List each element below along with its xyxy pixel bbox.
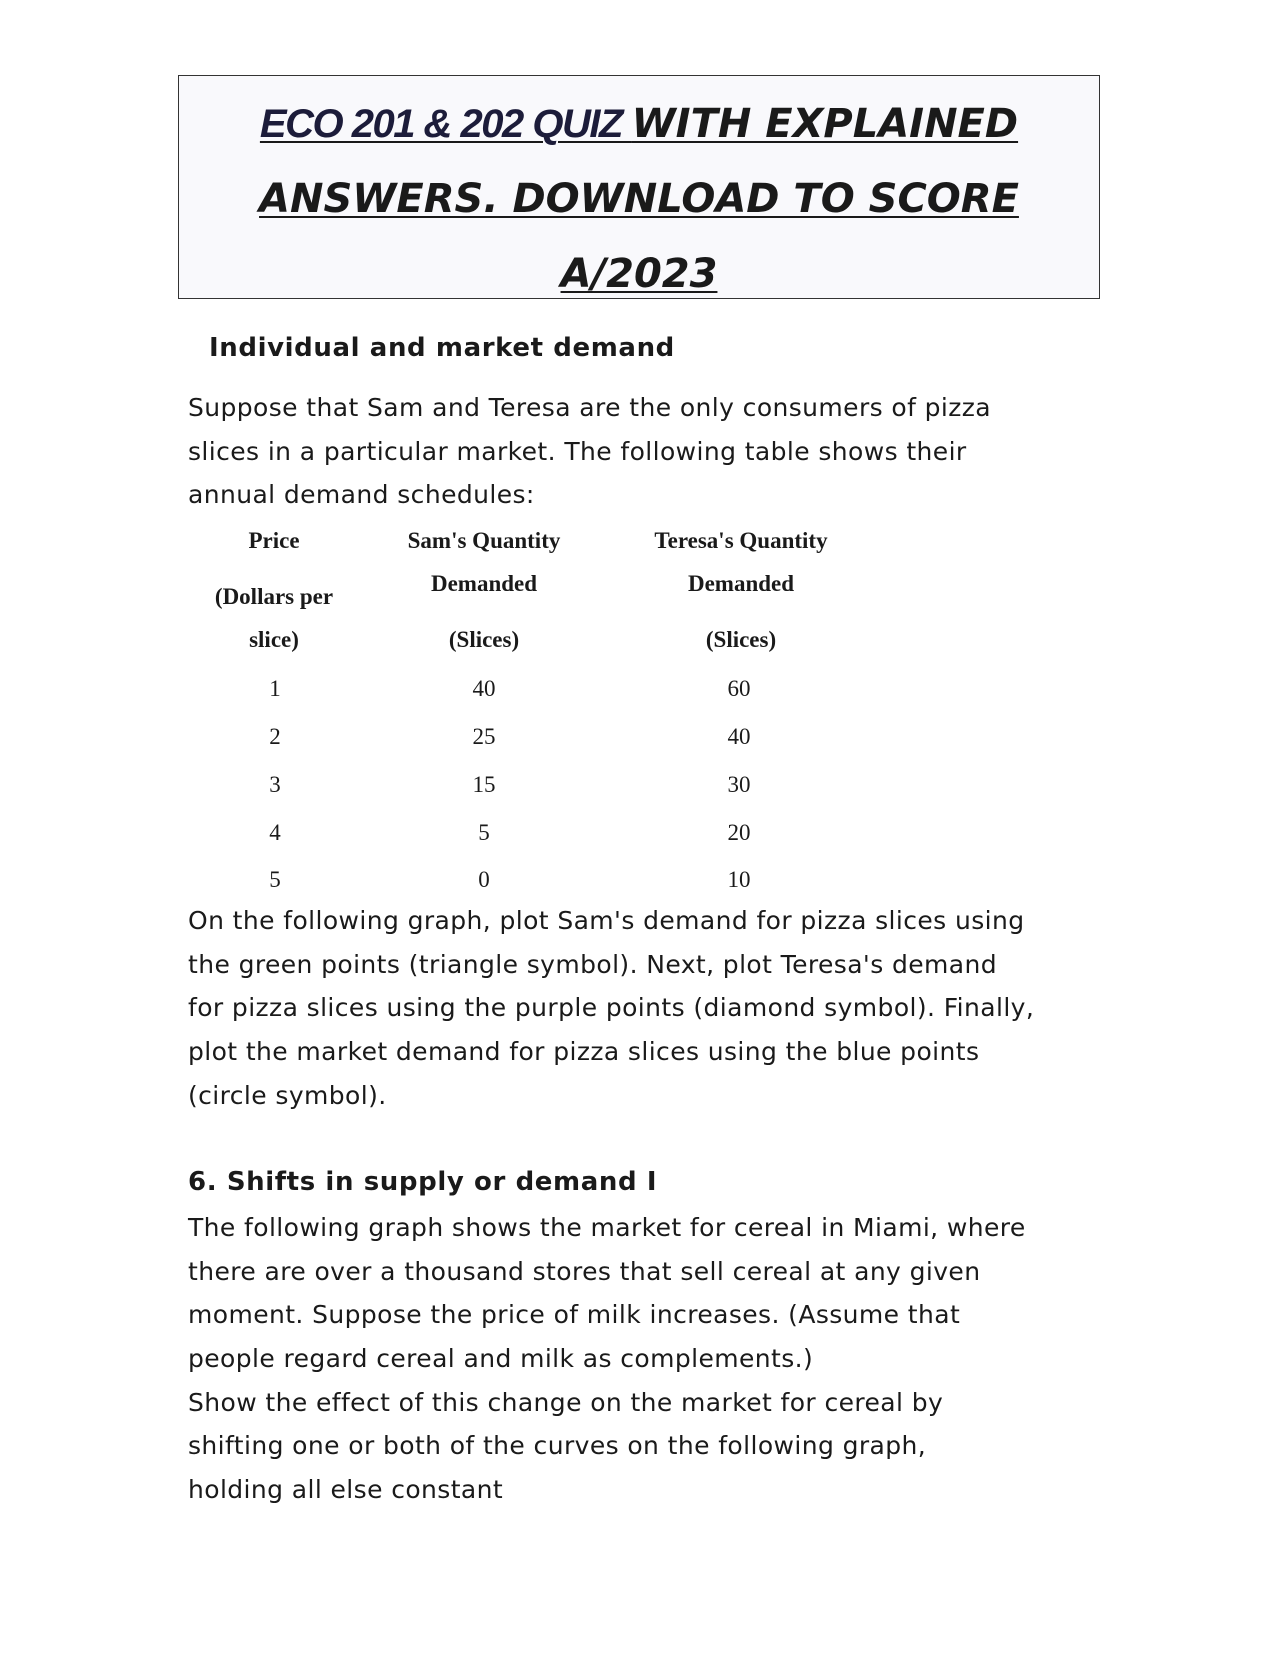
- table-cell-teresa: 20: [727, 820, 751, 845]
- paragraph-line: On the following graph, plot Sam's demand for pizza slices using: [188, 906, 1025, 935]
- table-header-teresa: Teresa's Quantity: [654, 528, 828, 553]
- table-cell-teresa: 40: [727, 724, 751, 749]
- paragraph-line: shifting one or both of the curves on the following graph,: [188, 1431, 927, 1461]
- title-line-1-rest: WITH EXPLAINED: [631, 101, 1019, 147]
- paragraph-line: The following graph shows the market for cereal in Miami, where: [188, 1213, 1026, 1242]
- table-cell-sam: 5: [478, 820, 490, 845]
- document-title-box: [178, 75, 1100, 299]
- paragraph-line: for pizza slices using the purple points (diamond symbol). Finally,: [188, 993, 1035, 1023]
- table-cell-price: 2: [269, 724, 281, 749]
- title-line-2: ANSWERS. DOWNLOAD TO SCORE: [259, 176, 1019, 222]
- table-cell-sam: 15: [472, 772, 496, 797]
- paragraph-line: slices in a particular market. The following table shows their: [188, 436, 967, 466]
- paragraph-line: there are over a thousand stores that sell cereal at any given: [188, 1256, 981, 1286]
- table-cell-teresa: 30: [727, 772, 751, 797]
- paragraph-line: holding all else constant: [188, 1475, 504, 1505]
- intro-paragraph: [188, 386, 991, 517]
- section-heading-demand: Individual and market demand: [209, 333, 675, 363]
- graph-instructions-paragraph: [188, 899, 1034, 1117]
- section-heading-shifts: 6. Shifts in supply or demand I: [188, 1167, 658, 1197]
- paragraph-line: moment. Suppose the price of milk increases. (Assume that: [188, 1300, 961, 1330]
- table-cell-teresa: 10: [727, 867, 751, 892]
- table-header-sam-unit: (Slices): [448, 627, 520, 652]
- table-cell-sam: 25: [472, 724, 496, 749]
- paragraph-line: Suppose that Sam and Teresa are the only consumers of pizza: [188, 393, 992, 422]
- title-line-3: A/2023: [560, 251, 718, 297]
- table-cell-teresa: 60: [727, 676, 751, 701]
- table-cell-price: 4: [269, 820, 281, 845]
- paragraph-line: the green points (triangle symbol). Next, plot Teresa's demand: [188, 949, 998, 979]
- table-header-sam-demanded: Demanded: [430, 571, 538, 596]
- table-header-price: Price: [248, 528, 300, 553]
- table-header-teresa-demanded: Demanded: [687, 571, 795, 596]
- paragraph-line: people regard cereal and milk as complements.): [188, 1344, 814, 1374]
- table-cell-price: 1: [269, 676, 281, 701]
- table-cell-sam: 40: [472, 676, 496, 701]
- title-course-code: ECO 201 & 202 QUIZ: [259, 102, 632, 146]
- paragraph-line: Show the effect of this change on the market for cereal by: [188, 1387, 944, 1417]
- table-header-price-unit: (Dollars per: [214, 584, 334, 609]
- table-cell-price: 5: [269, 867, 281, 892]
- paragraph-line: (circle symbol).: [188, 1080, 387, 1110]
- table-cell-sam: 0: [478, 867, 490, 892]
- table-header-sam: Sam's Quantity: [407, 528, 561, 553]
- paragraph-line: plot the market demand for pizza slices using the blue points: [188, 1037, 980, 1067]
- paragraph-line: annual demand schedules:: [188, 480, 535, 510]
- shifts-paragraph: [188, 1206, 1026, 1512]
- table-header-teresa-unit: (Slices): [705, 627, 777, 652]
- title-line-1: [179, 100, 1099, 148]
- table-cell-price: 3: [269, 772, 281, 797]
- table-header-price-unit: slice): [249, 627, 299, 652]
